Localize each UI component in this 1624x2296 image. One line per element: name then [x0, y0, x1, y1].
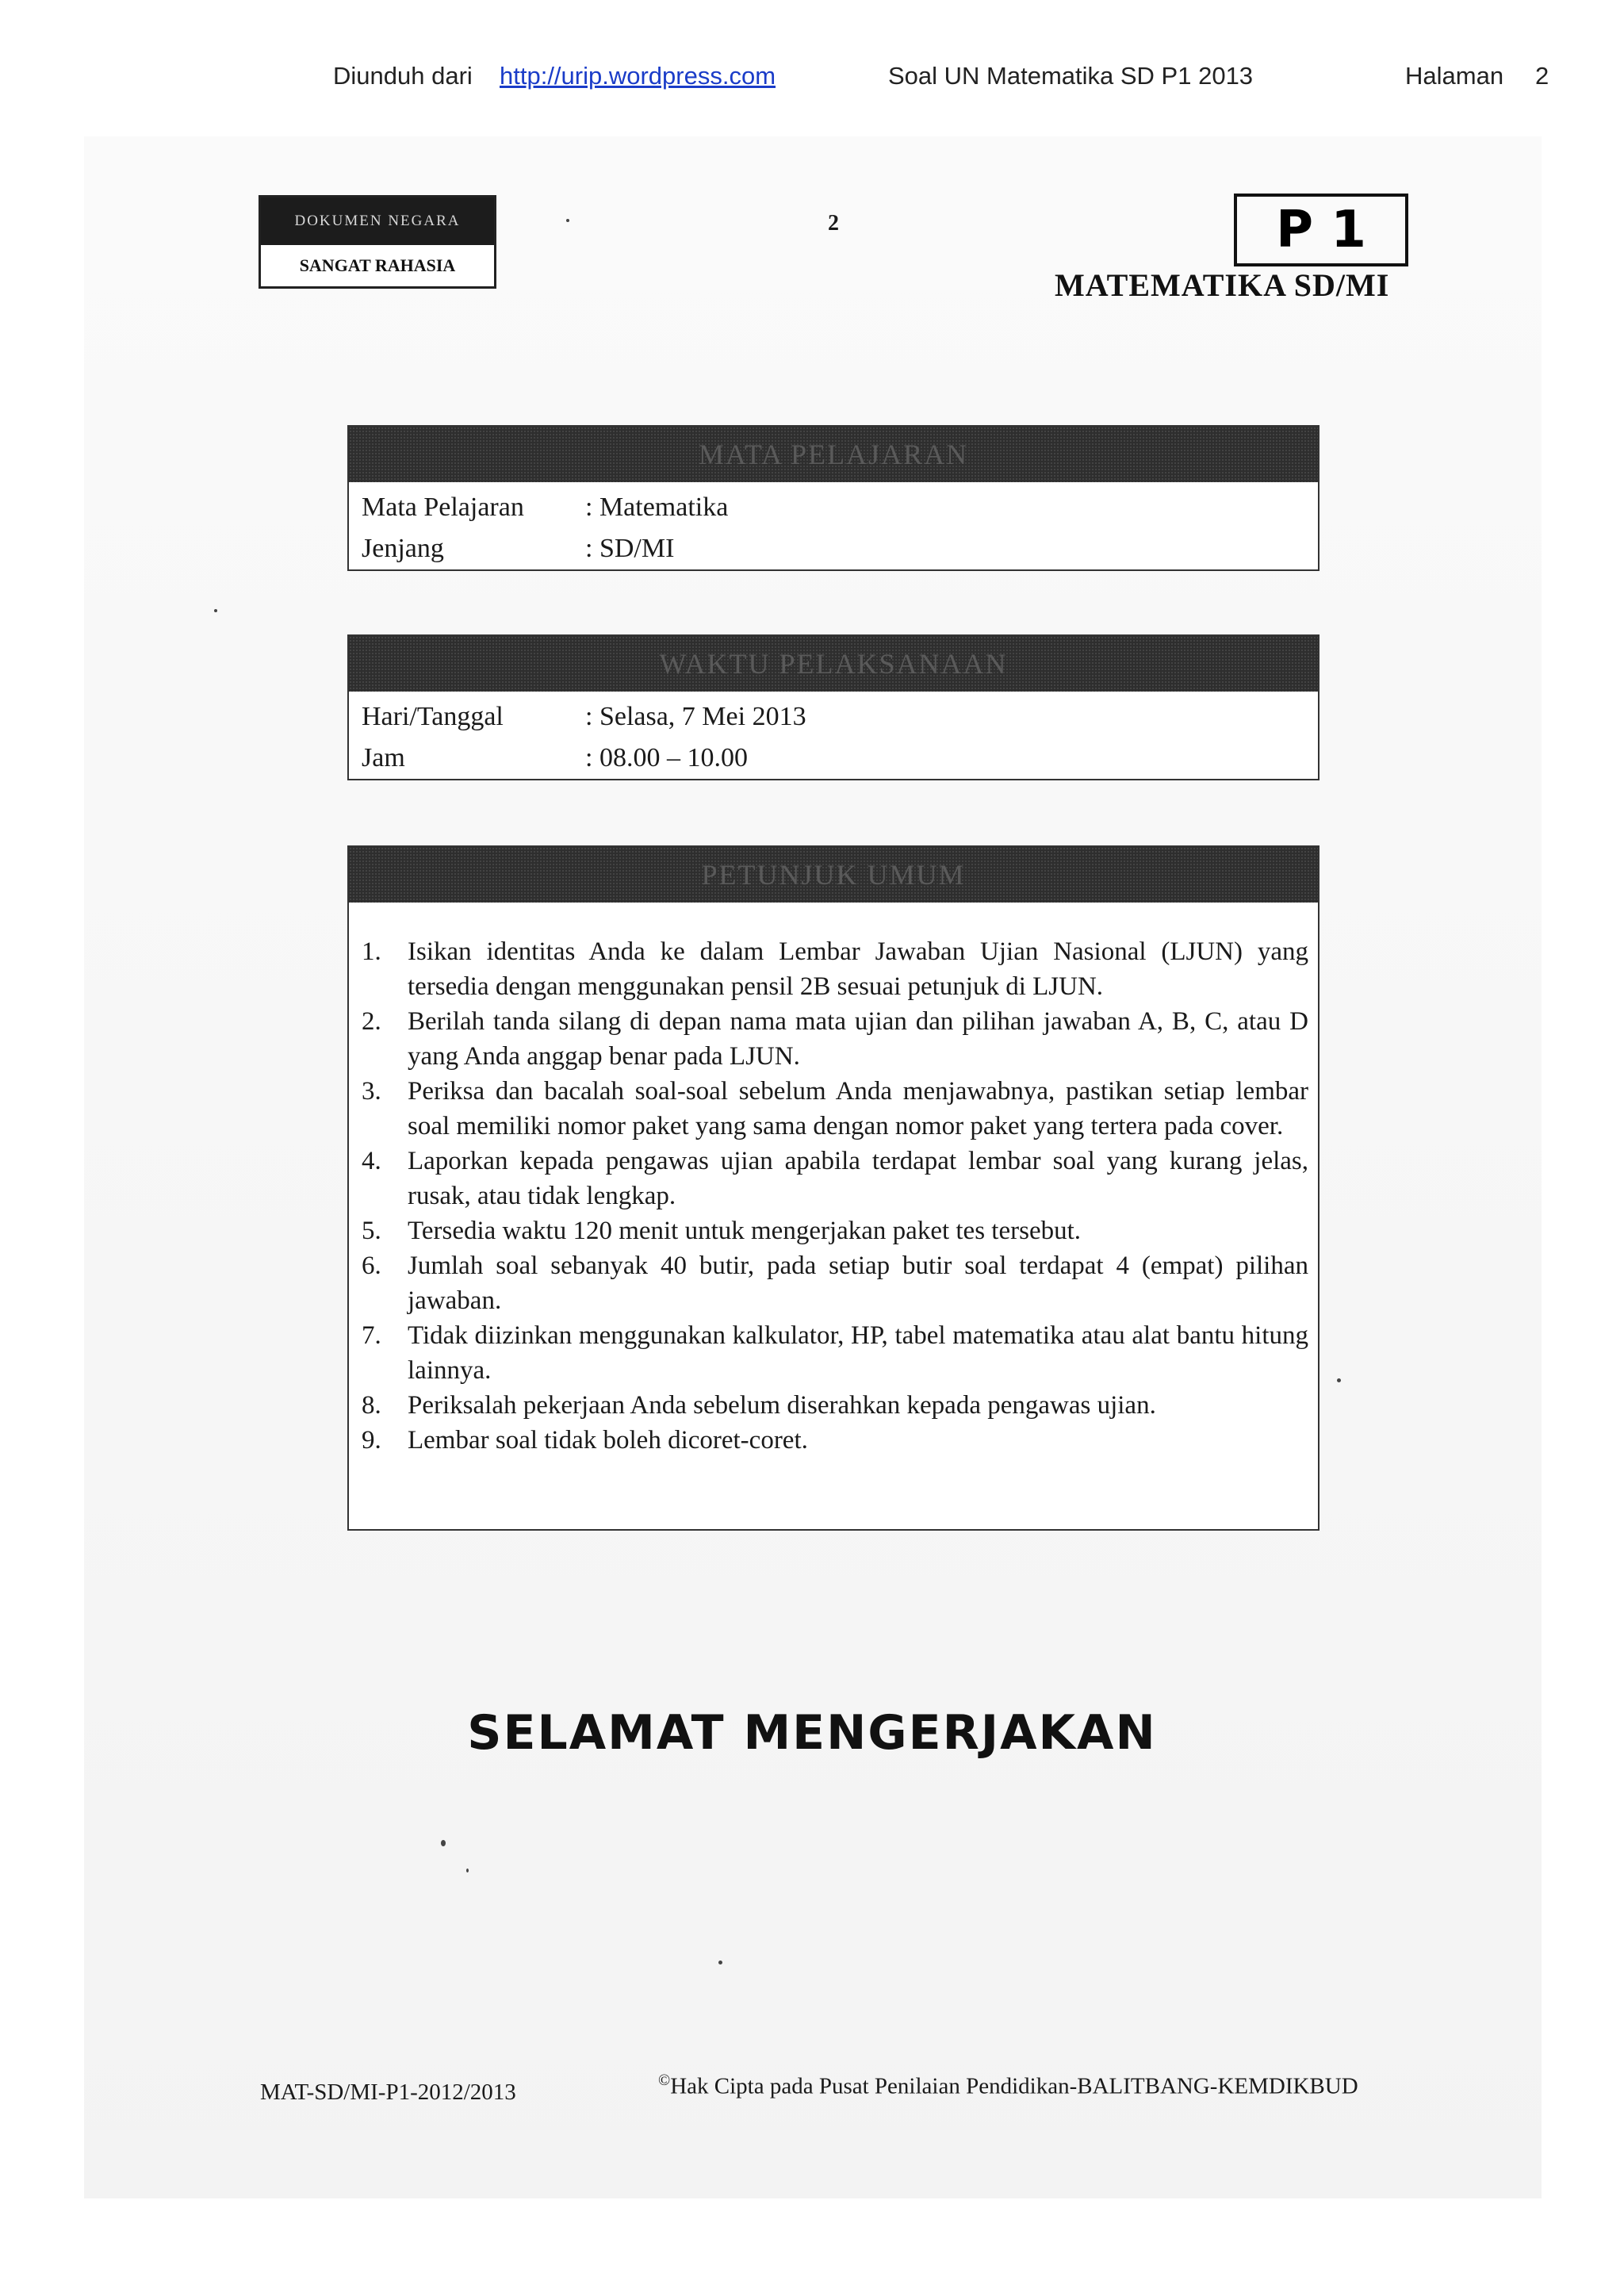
list-item [362, 1388, 1308, 1423]
row-label: Jam [362, 743, 405, 772]
subject-panel-rows [349, 482, 1318, 577]
time-panel-rows [349, 692, 1318, 787]
item-text: Periksalah pekerjaan Anda sebelum diserahkan kepada pengawas ujian. [408, 1391, 1156, 1420]
classification-box [259, 195, 496, 289]
time-panel [347, 634, 1320, 780]
header-prefix: Diunduh dari [333, 62, 473, 90]
row-label: Mata Pelajaran [362, 493, 524, 522]
list-item [362, 934, 1308, 1004]
date-row [362, 696, 1305, 738]
item-text: Tidak diizinkan menggunakan kalkulator, HP, tabel matematika atau alat bantu hitung lainnya. [408, 1321, 1308, 1385]
list-item [362, 1248, 1308, 1318]
item-text: Jumlah soal sebanyak 40 butir, pada setiap butir soal terdapat 4 (empat) pilihan jawaban. [408, 1251, 1308, 1315]
scan-speck [566, 219, 569, 222]
subject-title: MATEMATIKA SD/MI [1055, 267, 1390, 303]
copyright-text: Hak Cipta pada Pusat Penilaian Pendidikan-BALITBANG-KEMDIKBUD [670, 2073, 1358, 2099]
header-title: Soal UN Matematika SD P1 2013 [888, 62, 1254, 90]
copyright-symbol: © [658, 2072, 671, 2089]
instructions-panel [347, 845, 1320, 1531]
time-panel-heading: WAKTU PELAKSANAAN [349, 636, 1318, 692]
footer-copyright [658, 2072, 1358, 2100]
scan-speck [214, 609, 217, 612]
row-label: Jenjang [362, 534, 444, 563]
item-number: 4. [362, 1147, 381, 1175]
item-number: 8. [362, 1391, 381, 1420]
item-number: 3. [362, 1077, 381, 1106]
row-value: : 08.00 – 10.00 [585, 743, 748, 772]
download-header [0, 62, 1624, 102]
list-item [362, 1318, 1308, 1388]
row-label: Hari/Tanggal [362, 702, 504, 731]
item-number: 6. [362, 1251, 381, 1280]
row-value: : Matematika [585, 493, 729, 522]
instructions-panel-heading: PETUNJUK UMUM [349, 847, 1318, 903]
printed-page-number: 2 [828, 211, 839, 236]
row-value: : Selasa, 7 Mei 2013 [585, 702, 806, 731]
classification-bottom: SANGAT RAHASIA [299, 255, 456, 275]
scan-speck [718, 1961, 722, 1964]
item-number: 2. [362, 1007, 381, 1036]
item-number: 7. [362, 1321, 381, 1350]
time-row [362, 738, 1305, 779]
list-item [362, 1423, 1308, 1458]
item-text: Laporkan kepada pengawas ujian apabila terdapat lembar soal yang kurang jelas, rusak, atau tidak lengkap. [408, 1147, 1308, 1210]
list-item [362, 1144, 1308, 1213]
scan-speck [1337, 1378, 1341, 1382]
list-item [362, 1004, 1308, 1074]
item-text: Isikan identitas Anda ke dalam Lembar Jawaban Ujian Nasional (LJUN) yang tersedia dengan menggunakan pensil 2B sesuai petunjuk di LJUN. [408, 937, 1308, 1001]
list-item [362, 1074, 1308, 1144]
item-text: Periksa dan bacalah soal-soal sebelum Anda menjawabnya, pastikan setiap lembar soal memiliki nomor paket yang sama dengan nomor paket yang tertera pada cover. [408, 1077, 1308, 1140]
list-item [362, 1213, 1308, 1248]
instructions-list [349, 903, 1318, 1458]
subject-row [362, 487, 1305, 528]
item-text: Berilah tanda silang di depan nama mata ujian dan pilihan jawaban A, B, C, atau D yang Anda anggap benar pada LJUN. [408, 1007, 1308, 1071]
scan-speck [466, 1869, 469, 1872]
item-text: Lembar soal tidak boleh dicoret-coret. [408, 1426, 808, 1455]
item-number: 5. [362, 1217, 381, 1245]
source-link[interactable]: http://urip.wordpress.com [500, 62, 776, 90]
header-page-label: Halaman [1405, 62, 1504, 90]
packet-code-box: P 1 [1234, 194, 1408, 266]
footer-document-code: MAT-SD/MI-P1-2012/2013 [260, 2079, 516, 2105]
header-page-number: 2 [1535, 62, 1549, 90]
subject-panel [347, 425, 1320, 571]
row-value: : SD/MI [585, 534, 675, 563]
classification-top: DOKUMEN NEGARA [261, 197, 494, 245]
item-text: Tersedia waktu 120 menit untuk mengerjakan paket tes tersebut. [408, 1217, 1082, 1245]
scan-speck [441, 1840, 446, 1846]
closing-message: SELAMAT MENGERJAKAN [467, 1705, 1157, 1761]
subject-panel-heading: MATA PELAJARAN [349, 427, 1318, 482]
item-number: 9. [362, 1426, 381, 1455]
level-row [362, 528, 1305, 569]
item-number: 1. [362, 937, 381, 966]
